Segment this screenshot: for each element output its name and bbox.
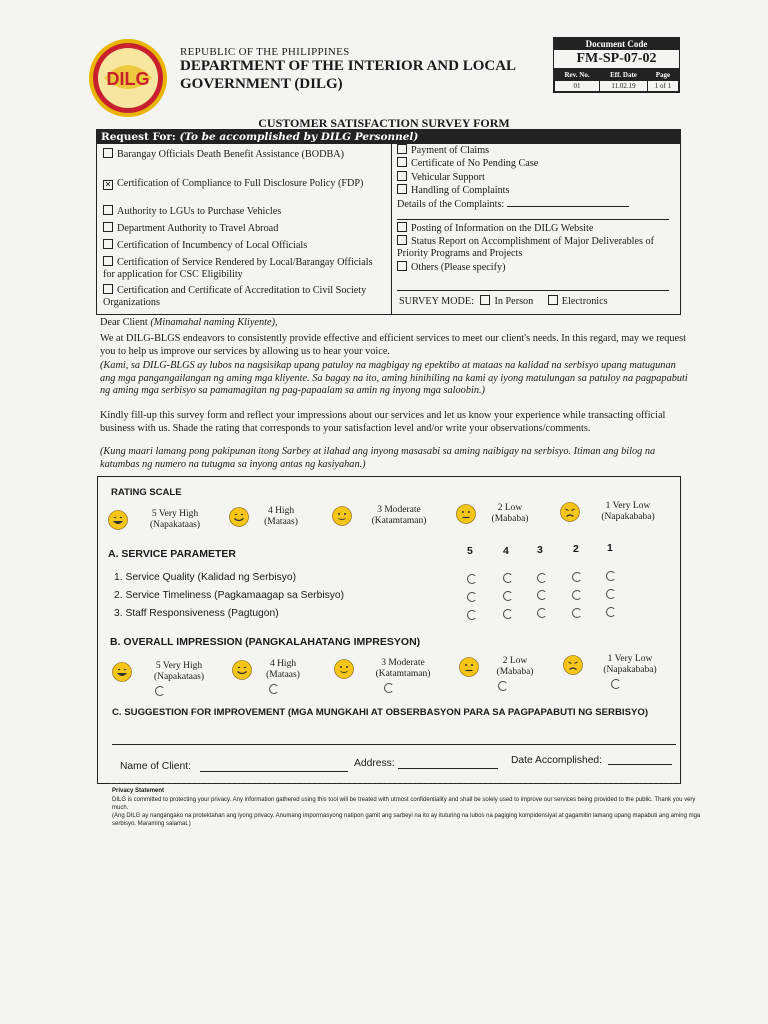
q1-radio-1[interactable]: [606, 571, 616, 581]
col-3-header: 3: [537, 544, 543, 556]
privacy-text-filipino: (Ang DILG ay nangangako na protektahan ang iyong privacy. Anumang impormasyong natipon gamit ang sarbeyi na ito ay ituturing na lubos na pagiging kompidensiyal at gagamitin lamang upang mapabuti ang aming mga serbisyo. Maraming salamat.): [112, 813, 701, 827]
q2-radio-2[interactable]: [572, 590, 582, 600]
request-option-status-report[interactable]: Status Report on Accomplishment of Major Deliverables of Priority Programs and Projects: [397, 236, 655, 259]
b-scale-4-label: 4 High (Mataas): [266, 659, 300, 680]
checkbox-others[interactable]: [397, 261, 407, 271]
b-very-high-emoji-icon: [112, 662, 132, 682]
intro-paragraph-1-filipino: (Kami, sa DILG-BLGS ay lubos na nagsisikap upang patuloy na magbigay ng epektibo at mataas na kalidad na serbisyo upang matugunan ang mga pangangailangan ng aming mga kliyente. Sa bagay na ito, aming hinihiling na kami ay iyong matulungan sa patuloy na pagpapabuti ng aming mga serbisyo sa pamamagitan ng pag-papaalam sa amin ng inyong mga saloobin.): [100, 360, 688, 396]
q2-radio-3[interactable]: [537, 590, 547, 600]
q3-radio-1[interactable]: [606, 607, 616, 617]
document-code-value: FM-SP-07-02: [554, 50, 679, 69]
document-code-title: Document Code: [554, 38, 679, 50]
overall-radio-1[interactable]: [611, 679, 621, 689]
request-option-payment[interactable]: Payment of Claims: [397, 144, 677, 157]
moderate-emoji-icon: [332, 506, 352, 526]
checkbox-service-rendered[interactable]: [103, 256, 113, 266]
checkbox-cso[interactable]: [103, 284, 113, 294]
request-option-travel[interactable]: Department Authority to Travel Abroad: [103, 222, 385, 235]
name-of-client-field[interactable]: [200, 771, 348, 772]
q1-radio-5[interactable]: [467, 574, 477, 584]
request-for-box: [96, 129, 681, 315]
col-2-header: 2: [573, 543, 579, 555]
request-option-no-pending-case[interactable]: Certificate of No Pending Case: [397, 157, 677, 170]
section-b-label: B. OVERALL IMPRESSION (PANGKALAHATANG IMPRESYON): [110, 636, 421, 648]
others-specify-line: [397, 290, 669, 291]
b-scale-5-label: 5 Very High (Napakataas): [153, 661, 205, 682]
intro-paragraph-1: We at DILG-BLGS endeavors to consistently provide effective and efficient services to meet our client's needs. In this regard, may we request you to help us improve our services by allowing us to hear your voice.: [100, 333, 686, 357]
republic-label: REPUBLIC OF THE PHILIPPINES: [180, 46, 350, 58]
request-option-cso[interactable]: Certification and Certificate of Accreditation to Civil Society Organizations: [103, 285, 367, 308]
checkbox-electronics[interactable]: [548, 295, 558, 305]
question-service-quality: 1. Service Quality (Kalidad ng Serbisyo): [114, 572, 296, 583]
request-option-vehicles[interactable]: Authority to LGUs to Purchase Vehicles: [103, 205, 385, 218]
form-title: CUSTOMER SATISFACTION SURVEY FORM: [258, 116, 510, 130]
very-high-emoji-icon: [108, 510, 128, 530]
question-staff-responsiveness: 3. Staff Responsiveness (Pagtugon): [114, 608, 279, 619]
question-service-timeliness: 2. Service Timeliness (Pagkamaagap sa Serbisyo): [114, 590, 345, 601]
col-4-header: 4: [503, 545, 509, 557]
request-option-fdp[interactable]: ✕ Certification of Compliance to Full Disclosure Policy (FDP): [104, 178, 364, 189]
q2-radio-5[interactable]: [467, 592, 477, 602]
privacy-title: Privacy Statement: [112, 788, 165, 794]
checkbox-travel[interactable]: [103, 222, 113, 232]
low-emoji-icon: [456, 504, 476, 524]
privacy-text: DILG is committed to protecting your privacy. Any information gathered using this tool will be treated with utmost confidentiality and shall be solely used to improve our services being provided to the public. Thank you very much.: [112, 797, 696, 811]
q3-radio-3[interactable]: [537, 608, 547, 618]
page-header: Page: [647, 70, 678, 81]
q3-radio-4[interactable]: [503, 609, 513, 619]
privacy-divider: [110, 783, 680, 784]
checkbox-complaints[interactable]: [397, 184, 407, 194]
request-option-vehicular[interactable]: Vehicular Support: [397, 171, 677, 184]
b-high-emoji-icon: [232, 660, 252, 680]
request-option-service-rendered[interactable]: Certification of Service Rendered by Local/Barangay Officials for application for CSC Eligibility: [103, 257, 373, 280]
complaint-details-line[interactable]: [507, 197, 629, 207]
request-heading-note: (To be accomplished by DILG Personnel): [179, 131, 419, 143]
checkbox-status-report[interactable]: [397, 235, 407, 245]
very-low-emoji-icon: [560, 502, 580, 522]
date-accomplished-label: Date Accomplished:: [511, 755, 603, 766]
request-column-divider: [391, 144, 392, 314]
scale-4-label: 4 High (Mataas): [264, 506, 298, 527]
rating-scale-label: RATING SCALE: [111, 487, 182, 498]
q2-radio-1[interactable]: [606, 589, 616, 599]
checkbox-payment[interactable]: [397, 144, 407, 154]
overall-radio-3[interactable]: [384, 683, 394, 693]
page-value: 1 of 1: [647, 81, 678, 92]
department-name: DEPARTMENT OF THE INTERIOR AND LOCAL GOVERNMENT (DILG): [180, 58, 516, 92]
checkbox-no-pending-case[interactable]: [397, 157, 407, 167]
section-c-label: C. SUGGESTION FOR IMPROVEMENT (MGA MUNGKAHI AT OBSERBASYON PARA SA PAGPAPABUTI NG SERBISYO): [112, 707, 649, 718]
intro-paragraph-2-filipino: (Kung maari lamang pong pakipunan itong Sarbey at ilahad ang inyong masasabi sa aming naibigay na serbisyo. Itiman ang bilog na katumbas ng numero na tutugma sa inyong antas ng kasiyahan.): [100, 446, 656, 470]
checkbox-vehicles[interactable]: [103, 205, 113, 215]
section-a-label: A. SERVICE PARAMETER: [108, 548, 236, 560]
overall-radio-4[interactable]: [269, 684, 279, 694]
q1-radio-3[interactable]: [537, 573, 547, 583]
intro-paragraph-2: Kindly fill-up this survey form and reflect your impressions about our services and let us know your experience while transacting official business with us. Shade the rating that corresponds to your satisfaction level and/or write your observations/comments.: [100, 410, 666, 434]
q3-radio-5[interactable]: [467, 610, 477, 620]
col-1-header: 1: [607, 542, 613, 554]
col-5-header: 5: [467, 545, 473, 557]
request-heading-label: Request For:: [101, 131, 176, 143]
rev-no-value: 01: [555, 81, 600, 92]
dilg-seal-logo: [88, 38, 168, 118]
request-option-complaints[interactable]: Handling of Complaints: [397, 184, 677, 197]
b-very-low-emoji-icon: [563, 655, 583, 675]
high-emoji-icon: [229, 507, 249, 527]
logo-text: DILG: [106, 69, 150, 89]
request-option-incumbency[interactable]: Certification of Incumbency of Local Officials: [103, 239, 385, 252]
request-option-bodba[interactable]: Barangay Officials Death Benefit Assistance (BODBA): [103, 148, 385, 161]
address-label: Address:: [354, 758, 395, 769]
complaint-details-field[interactable]: Details of the Complaints:: [397, 197, 677, 211]
complaint-details-line-2: [397, 219, 669, 220]
q1-radio-4[interactable]: [503, 573, 513, 583]
q1-radio-2[interactable]: [572, 572, 582, 582]
b-moderate-emoji-icon: [334, 659, 354, 679]
checkbox-website[interactable]: [397, 222, 407, 232]
date-accomplished-field[interactable]: [608, 764, 672, 765]
suggestion-line[interactable]: [112, 744, 676, 745]
b-low-emoji-icon: [459, 657, 479, 677]
b-scale-3-label: 3 Moderate (Katamtaman): [375, 658, 431, 679]
b-scale-2-label: 2 Low (Mababa): [496, 656, 534, 677]
scale-3-label: 3 Moderate (Katamtaman): [371, 505, 427, 526]
name-of-client-label: Name of Client:: [120, 761, 191, 772]
request-option-website[interactable]: Posting of Information on the DILG Website: [397, 222, 677, 235]
overall-radio-5[interactable]: [155, 686, 165, 696]
checkbox-fdp-checked[interactable]: ✕: [104, 180, 112, 189]
checkbox-vehicular[interactable]: [397, 171, 407, 181]
survey-mode-row: SURVEY MODE: In Person Electronics: [399, 296, 608, 307]
b-scale-1-label: 1 Very Low (Napakababa): [603, 654, 657, 675]
checkbox-in-person[interactable]: [480, 295, 490, 305]
request-option-others[interactable]: Others (Please specify): [397, 261, 677, 274]
document-code-box: [553, 37, 680, 93]
scale-5-label: 5 Very High (Napakataas): [149, 509, 201, 530]
rev-no-header: Rev. No.: [555, 70, 600, 81]
scale-1-label: 1 Very Low (Napakababa): [601, 501, 655, 522]
salutation: Dear Client (Minamahal naming Kliyente),: [100, 317, 278, 328]
scale-2-label: 2 Low (Mababa): [491, 503, 529, 524]
eff-date-header: Eff. Date: [600, 70, 648, 81]
q2-radio-4[interactable]: [503, 591, 513, 601]
address-field[interactable]: [398, 768, 498, 769]
request-heading: [97, 130, 680, 144]
checkbox-bodba[interactable]: [103, 148, 113, 158]
eff-date-value: 11.02.19: [600, 81, 648, 92]
checkbox-incumbency[interactable]: [103, 239, 113, 249]
q3-radio-2[interactable]: [572, 608, 582, 618]
overall-radio-2[interactable]: [498, 681, 508, 691]
